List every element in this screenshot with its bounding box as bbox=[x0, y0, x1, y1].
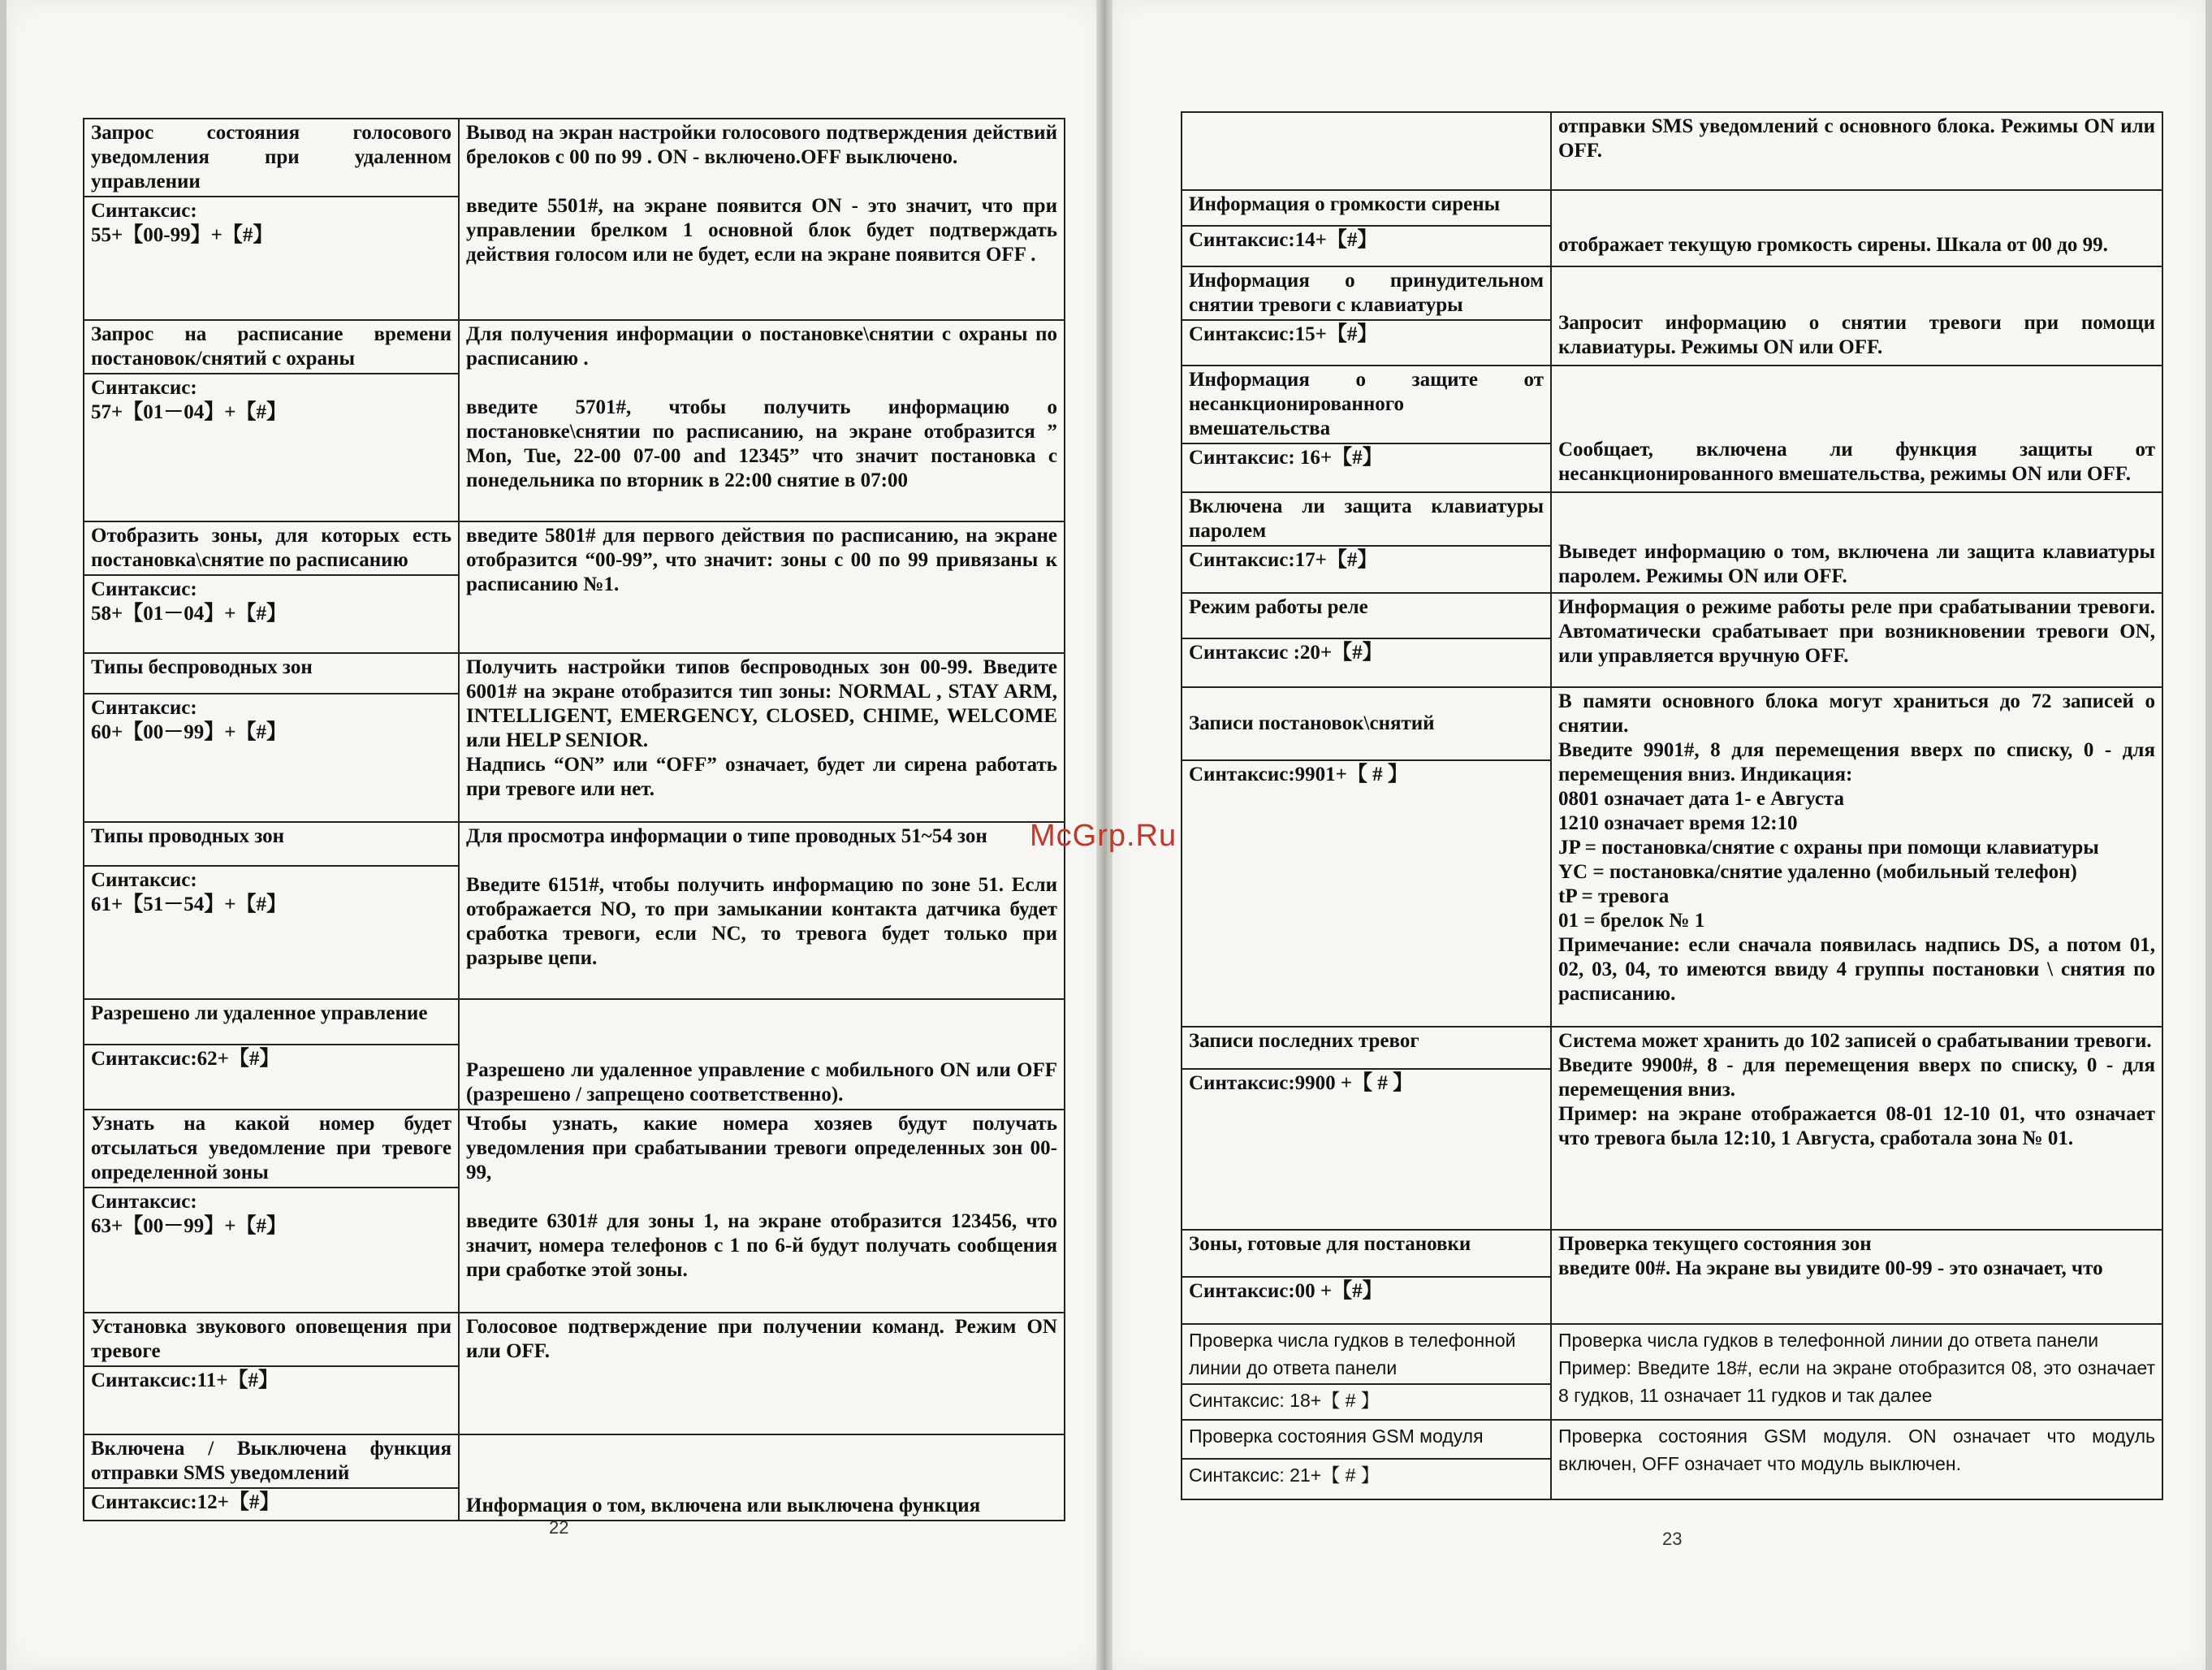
row-question: Включена / Выключена функция отправки SMS уведомлений bbox=[84, 1434, 459, 1488]
row-syntax: Синтаксис :20+【#】 bbox=[1182, 638, 1551, 687]
row-question: Включена ли защита клавиатуры паролем bbox=[1182, 492, 1551, 546]
row-question: Типы беспроводных зон bbox=[84, 653, 459, 694]
row-answer: Сообщает, включена ли функция защиты от несанкционированного вмешательства, режимы ON или OFF. bbox=[1551, 366, 2162, 492]
row-question: Записи постановок\снятий bbox=[1182, 687, 1551, 760]
row-answer: Получить настройки типов беспроводных зон 00-99. Введите 6001# на экране отобразится тип зоны: NORMAL , STAY ARM, INTELLIGENT, EMERGENCY, CLOSED, CHIME, WELCOME или HELP SENIOR. Надпись “ON” или “OFF” означает, будет ли сирена работать при тревоге или нет. bbox=[459, 653, 1065, 822]
row-syntax: Синтаксис: 63+【00－99】+【#】 bbox=[84, 1188, 459, 1313]
row-syntax: Синтаксис: 61+【51－54】+【#】 bbox=[84, 866, 459, 999]
page-number: 23 bbox=[1662, 1529, 1683, 1549]
row-question: Информация о защите от несанкционированного вмешательства bbox=[1182, 366, 1551, 443]
right-page bbox=[1112, 0, 2206, 1670]
row-question: Информация о принудительном снятии тревоги с клавиатуры bbox=[1182, 266, 1551, 320]
row-question: Информация о громкости сирены bbox=[1182, 190, 1551, 226]
row-syntax: Синтаксис:62+【#】 bbox=[84, 1045, 459, 1110]
row-syntax: Синтаксис: 60+【00－99】+【#】 bbox=[84, 694, 459, 822]
row-answer: Выведет информацию о том, включена ли защита клавиатуры паролем. Режимы ON или OFF. bbox=[1551, 492, 2162, 593]
row-question: Проверка состояния GSM модуля bbox=[1182, 1420, 1551, 1459]
continuation-answer: отправки SMS уведомлений с основного блока. Режимы ON или OFF. bbox=[1551, 112, 2162, 190]
row-syntax: Синтаксис:9901+【 # 】 bbox=[1182, 760, 1551, 1027]
row-question: Режим работы реле bbox=[1182, 593, 1551, 638]
row-question: Установка звукового оповещения при тревоге bbox=[84, 1313, 459, 1366]
row-question: Запрос состояния голосового уведомления при удаленном управлении bbox=[84, 119, 459, 197]
row-answer: Запросит информацию о снятии тревоги при помощи клавиатуры. Режимы ON или OFF. bbox=[1551, 266, 2162, 366]
row-syntax: Синтаксис:15+【#】 bbox=[1182, 320, 1551, 366]
row-syntax: Синтаксис:00 +【#】 bbox=[1182, 1277, 1551, 1324]
row-answer: Разрешено ли удаленное управление с мобильного ON или OFF (разрешено / запрещено соответственно). bbox=[459, 999, 1065, 1110]
left-page bbox=[6, 0, 1100, 1670]
row-syntax: Синтаксис: 55+【00-99】+【#】 bbox=[84, 197, 459, 320]
row-syntax: Синтаксис:9900 +【 # 】 bbox=[1182, 1069, 1551, 1230]
command-table-left bbox=[83, 118, 1065, 1521]
row-answer: Система может хранить до 102 записей о срабатывании тревоги. Введите 9900#, 8 - для перемещения вверх по списку, 0 - для перемещения вниз. Пример: на экране отображается 08-01 12-10 01, что означает что тревога была 12:10, 1 Августа, сработала зона № 01. bbox=[1551, 1027, 2162, 1230]
row-syntax: Синтаксис: 18+【 # 】 bbox=[1182, 1384, 1551, 1420]
watermark: McGrp.Ru bbox=[1030, 819, 1177, 853]
row-question: Разрешено ли удаленное управление bbox=[84, 999, 459, 1045]
row-answer: Для просмотра информации о типе проводных 51~54 зон Введите 6151#, чтобы получить информацию по зоне 51. Если отображается NO, то при замыкании контакта датчика будет сработка тревоги, если NC, то тревога будет только при разрыве цепи. bbox=[459, 822, 1065, 999]
row-answer: Чтобы узнать, какие номера хозяев будут получать уведомления при срабатывании тревоги определенных зон 00-99, введите 6301# для зоны 1, на экране отобразится 123456, что значит, номера телефонов с 1 по 6-й будут получать сообщения при сработке этой зоны. bbox=[459, 1110, 1065, 1313]
row-syntax: Синтаксис: 57+【01－04】+【#】 bbox=[84, 374, 459, 521]
row-answer: Информация о режиме работы реле при срабатывании тревоги. Автоматически срабатывает при возникновении тревоги ON, или управляется вручную OFF. bbox=[1551, 593, 2162, 687]
row-answer: Проверка состояния GSM модуля. ON означает что модуль включен, OFF означает что модуль выключен. bbox=[1551, 1420, 2162, 1499]
row-syntax: Синтаксис: 21+【 # 】 bbox=[1182, 1459, 1551, 1499]
row-syntax: Синтаксис:12+【#】 bbox=[84, 1488, 459, 1521]
row-question: Проверка числа гудков в телефонной линии до ответа панели bbox=[1182, 1324, 1551, 1384]
continuation-empty-cell bbox=[1182, 112, 1551, 190]
row-answer: Проверка текущего состояния зон введите 00#. На экране вы увидите 00-99 - это означает, что bbox=[1551, 1230, 2162, 1324]
row-syntax: Синтаксис:11+【#】 bbox=[84, 1366, 459, 1434]
row-answer: Голосовое подтверждение при получении команд. Режим ON или OFF. bbox=[459, 1313, 1065, 1434]
row-question: Узнать на какой номер будет отсылаться уведомление при тревоге определенной зоны bbox=[84, 1110, 459, 1188]
row-question: Зоны, готовые для постановки bbox=[1182, 1230, 1551, 1277]
command-table-right bbox=[1181, 111, 2163, 1500]
row-syntax: Синтаксис: 58+【01－04】+【#】 bbox=[84, 575, 459, 653]
row-question: Запрос на расписание времени постановок/снятий с охраны bbox=[84, 320, 459, 374]
row-answer: отображает текущую громкость сирены. Шкала от 00 до 99. bbox=[1551, 190, 2162, 266]
row-syntax: Синтаксис:17+【#】 bbox=[1182, 546, 1551, 593]
row-question: Отобразить зоны, для которых есть постановка\снятие по расписанию bbox=[84, 521, 459, 575]
row-answer: В памяти основного блока могут храниться до 72 записей о снятии. Введите 9901#, 8 для перемещения вверх по списку, 0 - для перемещения вниз. Индикация: 0801 означает дата 1- е Августа 1210 означает время 12:10 JP = постановка/снятие с охраны при помощи клавиатуры YC = постановка/снятие удаленно (мобильный телефон) tP = тревога 01 = брелок № 1 Примечание: если сначала появилась надпись DS, а потом 01, 02, 03, 04, то имеются ввиду 4 группы постановки \ снятия по расписанию. bbox=[1551, 687, 2162, 1027]
row-answer: Информация о том, включена или выключена функция bbox=[459, 1434, 1065, 1521]
row-syntax: Синтаксис: 16+【#】 bbox=[1182, 443, 1551, 492]
row-answer: введите 5801# для первого действия по расписанию, на экране отобразится “00-99”, что значит: зоны с 00 по 99 привязаны к расписанию №1. bbox=[459, 521, 1065, 653]
row-answer: Проверка числа гудков в телефонной линии до ответа панели Пример: Введите 18#, если на экране отобразится 08, это означает 8 гудков, 11 означает 11 гудков и так далее bbox=[1551, 1324, 2162, 1420]
page-number: 22 bbox=[549, 1517, 569, 1538]
row-question: Типы проводных зон bbox=[84, 822, 459, 866]
row-answer: Для получения информации о постановке\снятии с охраны по расписанию . введите 5701#, чтобы получить информацию о постановке\снятии по расписанию, на экране отобразится ” Mon, Tue, 22-00 07-00 and 12345” что значит постановка с понедельника по вторник в 22:00 снятие в 07:00 bbox=[459, 320, 1065, 521]
row-syntax: Синтаксис:14+【#】 bbox=[1182, 226, 1551, 266]
row-question: Записи последних тревог bbox=[1182, 1027, 1551, 1069]
row-answer: Вывод на экран настройки голосового подтверждения действий брелоков с 00 по 99 . ON - включено.OFF выключено. введите 5501#, на экране появится ON - это значит, что при управлении брелком 1 основной блок будет подтверждать действия голосом или не будет, если на экране появится OFF . bbox=[459, 119, 1065, 320]
